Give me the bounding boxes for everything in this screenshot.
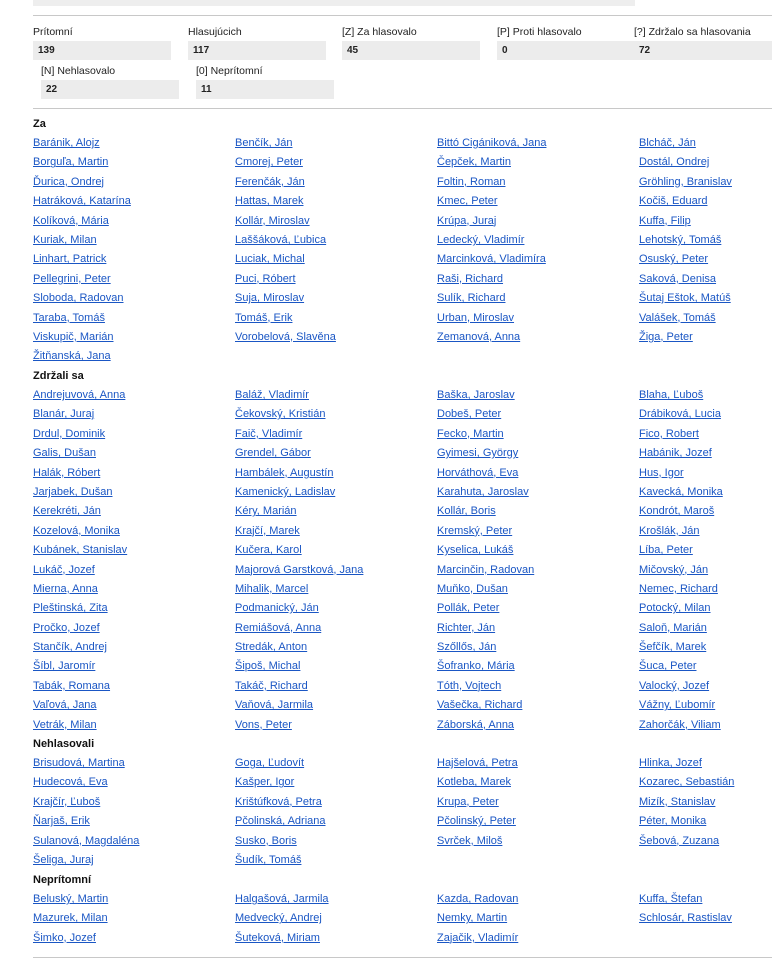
deputy-link[interactable]: Saková, Denisa [639, 272, 717, 285]
deputy-link[interactable]: Vaňová, Jarmila [235, 699, 314, 712]
stat-for [342, 25, 480, 60]
deputy-link[interactable]: Karahuta, Jaroslav [437, 485, 529, 498]
deputy-link[interactable]: Habánik, Jozef [639, 447, 712, 460]
top-input-bar [33, 0, 635, 6]
deputy-link[interactable]: Tóth, Vojtech [437, 679, 502, 692]
deputy-link[interactable]: Stredák, Anton [235, 641, 308, 654]
deputy-link[interactable]: Šíbl, Jaromír [33, 660, 96, 673]
stat-absent [196, 64, 334, 99]
deputy-link[interactable]: Ferenčák, Ján [235, 175, 305, 188]
deputy-link[interactable]: Kmec, Peter [437, 195, 498, 208]
deputy-link[interactable]: Muňko, Dušan [437, 582, 508, 595]
deputy-link[interactable]: Líba, Peter [639, 544, 693, 557]
deputy-link[interactable]: Zajačik, Vladimír [437, 931, 519, 944]
deputy-link[interactable]: Dostál, Ondrej [639, 156, 710, 169]
deputy-link[interactable]: Krošlák, Ján [639, 524, 700, 537]
stat-for-label: [Z] Za hlasovalo [342, 26, 417, 38]
stat-abstained [634, 25, 772, 60]
deputy-link[interactable]: Šutaj Eštok, Matúš [639, 292, 731, 305]
deputy-link[interactable]: Kolíková, Mária [33, 214, 109, 227]
deputy-link[interactable]: Pellegrini, Peter [33, 272, 111, 285]
deputy-link[interactable]: Péter, Monika [639, 815, 707, 828]
deputy-link[interactable]: Grendel, Gábor [235, 447, 311, 460]
divider [33, 957, 772, 958]
deputy-link[interactable]: Beluský, Martin [33, 893, 109, 905]
deputy-link[interactable]: Gröhling, Branislav [639, 175, 732, 188]
deputy-link[interactable]: Valášek, Tomáš [639, 311, 716, 324]
deputy-link[interactable]: Vašečka, Richard [437, 699, 523, 712]
deputy-link[interactable]: Gyimesi, György [437, 447, 519, 460]
section-title-absent: Neprítomní [33, 874, 92, 886]
deputy-link[interactable]: Záborská, Anna [437, 718, 515, 731]
stat-voting-value: 117 [188, 41, 326, 60]
deputy-link[interactable]: Brisudová, Martina [33, 757, 125, 769]
deputy-link[interactable]: Drábiková, Lucia [639, 408, 721, 421]
names-list-abstained [33, 386, 772, 735]
deputy-link[interactable]: Halák, Róbert [33, 466, 101, 479]
deputy-link[interactable]: Žitňanská, Jana [33, 350, 111, 363]
deputy-link[interactable]: Remiášová, Anna [235, 621, 322, 634]
deputy-link[interactable]: Pleštinská, Zita [33, 602, 108, 615]
deputy-link[interactable]: Medvecký, Andrej [235, 912, 322, 925]
deputy-link[interactable]: Hambálek, Augustín [235, 466, 334, 479]
deputy-link[interactable]: Kéry, Marián [235, 505, 297, 518]
deputy-link[interactable]: Kremský, Peter [437, 524, 513, 537]
deputy-link[interactable]: Pollák, Peter [437, 602, 500, 615]
deputy-link[interactable]: Čepček, Martin [437, 156, 511, 169]
deputy-link[interactable]: Hajšelová, Petra [437, 757, 518, 769]
deputy-link[interactable]: Vorobelová, Slavěna [235, 330, 336, 343]
deputy-link[interactable]: Osuský, Peter [639, 253, 709, 266]
deputy-link[interactable]: Mihalik, Marcel [235, 582, 309, 595]
deputy-link[interactable]: Kamenický, Ladislav [235, 485, 336, 498]
stat-not-voted-label: [N] Nehlasovalo [41, 65, 116, 77]
stat-for-value: 45 [342, 41, 480, 60]
deputy-link[interactable]: Zemanová, Anna [437, 330, 521, 343]
deputy-link[interactable]: Benčík, Ján [235, 137, 293, 149]
deputy-link[interactable]: Zahorčák, Viliam [639, 718, 721, 731]
deputy-link[interactable]: Marcinková, Vladimíra [437, 253, 546, 266]
deputy-link[interactable]: Kuffa, Štefan [639, 893, 703, 905]
deputy-link[interactable]: Ledecký, Vladimír [437, 233, 525, 246]
names-list-not-voted [33, 754, 772, 870]
deputy-link[interactable]: Jarjabek, Dušan [33, 485, 113, 498]
deputy-link[interactable]: Schlosár, Rastislav [639, 912, 732, 925]
deputy-link[interactable]: Kočiš, Eduard [639, 195, 708, 208]
deputy-link[interactable]: Taraba, Tomáš [33, 311, 105, 324]
divider [33, 15, 772, 16]
deputy-link[interactable]: Valocký, Jozef [639, 679, 710, 692]
deputy-link[interactable]: Šefčík, Marek [639, 641, 707, 654]
deputy-link[interactable]: Kubánek, Stanislav [33, 544, 128, 557]
deputy-link[interactable]: Lukáč, Jozef [33, 563, 95, 576]
deputy-link[interactable]: Pčolinský, Peter [437, 815, 516, 828]
deputy-link[interactable]: Šeliga, Juraj [33, 853, 94, 866]
stat-absent-label: [0] Neprítomní [196, 65, 263, 77]
deputy-link[interactable]: Puci, Róbert [235, 272, 296, 285]
deputy-link[interactable]: Drdul, Dominik [33, 427, 106, 440]
deputy-link[interactable]: Cmorej, Peter [235, 156, 303, 169]
deputy-link[interactable]: Luciak, Michal [235, 253, 305, 266]
deputy-link[interactable]: Faič, Vladimír [235, 427, 303, 440]
deputy-link[interactable]: Šofranko, Mária [437, 660, 515, 673]
deputy-link[interactable]: Kuriak, Milan [33, 233, 97, 246]
divider [33, 108, 772, 109]
deputy-link[interactable]: Kollár, Miroslav [235, 214, 310, 227]
deputy-link[interactable]: Halgašová, Jarmila [235, 893, 329, 905]
deputy-link[interactable]: Kondrót, Maroš [639, 505, 715, 518]
deputy-link[interactable]: Kuffa, Filip [639, 214, 691, 227]
deputy-link[interactable]: Kozelová, Monika [33, 524, 120, 537]
deputy-link[interactable]: Mierna, Anna [33, 582, 98, 595]
deputy-link[interactable]: Sulanová, Magdaléna [33, 834, 140, 847]
deputy-link[interactable]: Suja, Miroslav [235, 292, 305, 305]
stat-absent-value: 11 [196, 80, 334, 99]
deputy-link[interactable]: Lehotský, Tomáš [639, 233, 722, 246]
deputy-link[interactable]: Hattas, Marek [235, 195, 304, 208]
deputy-link[interactable]: Raši, Richard [437, 272, 504, 285]
deputy-link[interactable]: Susko, Boris [235, 834, 297, 847]
stat-voting-label: Hlasujúcich [188, 26, 242, 38]
deputy-link[interactable]: Pčolinská, Adriana [235, 815, 326, 828]
stat-present [33, 25, 171, 60]
deputy-link[interactable]: Fico, Robert [639, 427, 699, 440]
deputy-link[interactable]: Kerekréti, Ján [33, 505, 101, 518]
deputy-link[interactable]: Goga, Ľudovít [235, 757, 305, 769]
stat-not-voted [41, 64, 179, 99]
deputy-link[interactable]: Krajčír, Ľuboš [33, 795, 101, 808]
stat-present-label: Prítomní [33, 26, 73, 38]
deputy-link[interactable]: Tomáš, Erik [235, 311, 293, 324]
deputy-link[interactable]: Dobeš, Peter [437, 408, 502, 421]
deputy-link[interactable]: Kozarec, Sebastián [639, 776, 735, 789]
deputy-link[interactable]: Šudík, Tomáš [235, 853, 302, 866]
deputy-link[interactable]: Kučera, Karol [235, 544, 302, 557]
deputy-link[interactable]: Šuteková, Miriam [235, 931, 320, 944]
deputy-link[interactable]: Szőllős, Ján [437, 641, 497, 654]
deputy-link[interactable]: Nemec, Richard [639, 582, 718, 595]
deputy-link[interactable]: Kyselica, Lukáš [437, 544, 514, 557]
deputy-link[interactable]: Marcinčin, Radovan [437, 563, 535, 576]
deputy-link[interactable]: Šipoš, Michal [235, 660, 301, 673]
deputy-link[interactable]: Mazurek, Milan [33, 912, 108, 925]
deputy-link[interactable]: Blaha, Ľuboš [639, 389, 704, 401]
deputy-link[interactable]: Vetrák, Milan [33, 718, 97, 731]
deputy-link[interactable]: Foltin, Roman [437, 175, 506, 188]
deputy-link[interactable]: Sulík, Richard [437, 292, 506, 305]
deputy-link[interactable]: Podmanický, Ján [235, 602, 319, 615]
deputy-link[interactable]: Blcháč, Ján [639, 137, 696, 149]
deputy-link[interactable]: Baška, Jaroslav [437, 389, 515, 401]
deputy-link[interactable]: Svrček, Miloš [437, 834, 503, 847]
deputy-link[interactable]: Linhart, Patrick [33, 253, 107, 266]
deputy-link[interactable]: Ďurica, Ondrej [33, 175, 104, 188]
deputy-link[interactable]: Kazda, Radovan [437, 893, 519, 905]
stat-not-voted-value: 22 [41, 80, 179, 99]
stat-against-value: 0 [497, 41, 635, 60]
deputy-link[interactable]: Čekovský, Kristián [235, 408, 326, 421]
deputy-link[interactable]: Sloboda, Radovan [33, 292, 124, 305]
stat-present-value: 139 [33, 41, 171, 60]
deputy-link[interactable]: Hus, Igor [639, 466, 684, 479]
names-list-absent [33, 890, 772, 948]
deputy-link[interactable]: Kašper, Igor [235, 776, 295, 789]
deputy-link[interactable]: Vaľová, Jana [33, 699, 97, 712]
deputy-link[interactable]: Hlinka, Jozef [639, 757, 702, 769]
stat-abstained-label: [?] Zdržalo sa hlasovania [634, 26, 751, 38]
deputy-link[interactable]: Viskupič, Marián [33, 330, 114, 343]
deputy-link[interactable]: Galis, Dušan [33, 447, 96, 460]
deputy-link[interactable]: Šimko, Jozef [33, 931, 96, 944]
deputy-link[interactable]: Kollár, Boris [437, 505, 496, 518]
deputy-link[interactable]: Krúpa, Juraj [437, 214, 497, 227]
deputy-link[interactable]: Hudecová, Eva [33, 776, 108, 789]
deputy-link[interactable]: Baláž, Vladimír [235, 389, 309, 401]
deputy-link[interactable]: Krajčí, Marek [235, 524, 300, 537]
deputy-link[interactable]: Potocký, Milan [639, 602, 711, 615]
deputy-link[interactable]: Šuca, Peter [639, 660, 697, 673]
names-list-for [33, 134, 772, 367]
deputy-link[interactable]: Bittó Cigániková, Jana [437, 137, 547, 149]
stat-voting [188, 25, 326, 60]
deputy-link[interactable]: Ňarjaš, Erik [33, 815, 90, 828]
deputy-link[interactable]: Andrejuvová, Anna [33, 389, 126, 401]
deputy-link[interactable]: Kotleba, Marek [437, 776, 511, 789]
deputy-link[interactable]: Horváthová, Eva [437, 466, 519, 479]
deputy-link[interactable]: Tabák, Romana [33, 679, 111, 692]
deputy-link[interactable]: Krupa, Peter [437, 795, 499, 808]
section-title-for: Za [33, 118, 46, 130]
deputy-link[interactable]: Richter, Ján [437, 621, 496, 634]
deputy-link[interactable]: Takáč, Richard [235, 679, 308, 692]
stat-abstained-value: 72 [634, 41, 772, 60]
deputy-link[interactable]: Krištúfková, Petra [235, 795, 322, 808]
deputy-link[interactable]: Nemky, Martin [437, 912, 508, 925]
deputy-link[interactable]: Šebová, Zuzana [639, 834, 720, 847]
section-title-not-voted: Nehlasovali [33, 738, 95, 750]
deputy-link[interactable]: Majorová Garstková, Jana [235, 563, 364, 576]
deputy-link[interactable]: Borguľa, Martin [33, 156, 109, 169]
deputy-link[interactable]: Fecko, Martin [437, 427, 504, 440]
section-title-abstained: Zdržali sa [33, 370, 84, 382]
deputy-link[interactable]: Mičovský, Ján [639, 563, 709, 576]
deputy-link[interactable]: Kavecká, Monika [639, 485, 723, 498]
deputy-link[interactable]: Laššáková, Ľubica [235, 233, 327, 246]
stat-against [497, 25, 635, 60]
deputy-link[interactable]: Mizík, Stanislav [639, 795, 716, 808]
deputy-link[interactable]: Stančík, Andrej [33, 641, 107, 654]
deputy-link[interactable]: Žiga, Peter [639, 330, 693, 343]
deputy-link[interactable]: Vážny, Ľubomír [639, 699, 716, 712]
deputy-link[interactable]: Blanár, Juraj [33, 408, 95, 421]
deputy-link[interactable]: Urban, Miroslav [437, 311, 515, 324]
deputy-link[interactable]: Pročko, Jozef [33, 621, 100, 634]
deputy-link[interactable]: Hatráková, Katarína [33, 195, 131, 208]
deputy-link[interactable]: Saloň, Marián [639, 621, 707, 634]
stat-against-label: [P] Proti hlasovalo [497, 26, 582, 38]
deputy-link[interactable]: Baránik, Alojz [33, 137, 100, 149]
deputy-link[interactable]: Vons, Peter [235, 718, 292, 731]
